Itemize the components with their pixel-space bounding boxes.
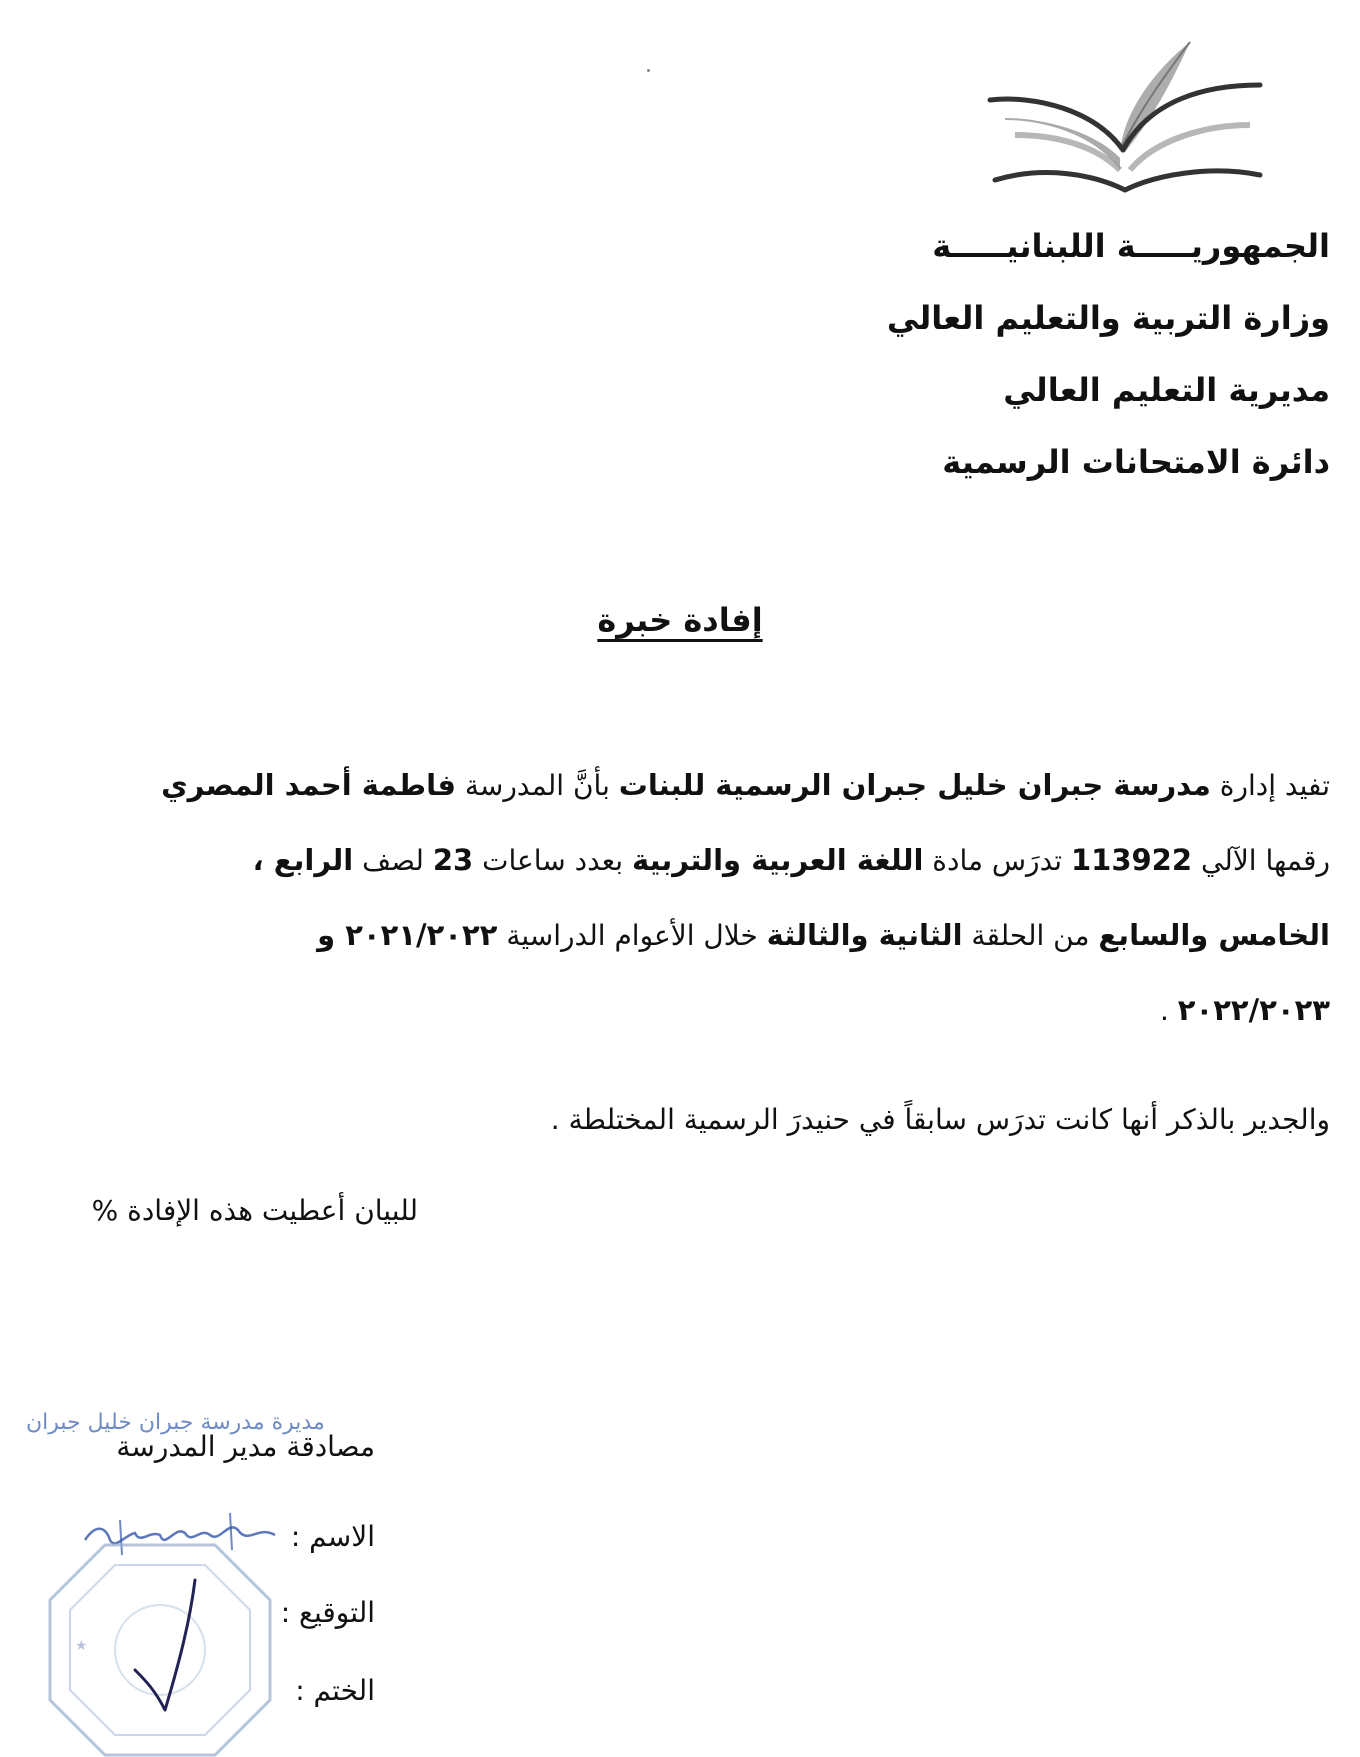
ministry-logo-icon <box>985 40 1265 205</box>
letterhead-directorate: مديرية التعليم العالي <box>1003 371 1330 409</box>
letterhead-department: دائرة الامتحانات الرسمية <box>942 443 1330 481</box>
seal-label: الختم : <box>295 1674 375 1707</box>
text-run: ، <box>252 843 274 877</box>
cycle-names: الثانية والثالثة <box>766 918 963 952</box>
school-name: مدرسة جبران خليل جبران الرسمية للبنات <box>618 768 1211 802</box>
name-label: الاسم : <box>290 1520 375 1553</box>
text-run: تدرَس مادة <box>923 844 1071 877</box>
employee-number: 113922 <box>1070 843 1193 877</box>
grade-names: الخامس والسابع <box>1098 918 1330 952</box>
document-title <box>0 598 1360 642</box>
text-run: خلال الأعوام الدراسية <box>497 919 767 952</box>
document-title-text: إفادة خبرة <box>597 601 763 639</box>
signature-label: التوقيع : <box>280 1596 375 1629</box>
academic-years: ٢٠٢٢/٢٠٢٣ <box>1177 993 1330 1027</box>
school-stamp-text: مديرة مدرسة جبران خليل جبران <box>26 1410 325 1435</box>
text-run: . <box>1159 994 1178 1027</box>
letterhead-republic: الجمهوريـــــة اللبنانيـــــة <box>932 227 1330 265</box>
previous-employment-note: والجدير بالذكر أنها كانت تدرَس سابقاً في حنيدرَ الرسمية المختلطة . <box>550 1103 1330 1136</box>
text-run: لصف <box>353 844 433 877</box>
paragraph-line-1 <box>90 748 1330 823</box>
official-seal-stamp <box>45 1540 275 1757</box>
text-run: من الحلقة <box>962 919 1099 952</box>
text-run: بأنَّ المدرسة <box>456 769 619 802</box>
hours-count: 23 <box>432 843 474 877</box>
academic-years: ٢٠٢١/٢٠٢٢ و <box>317 918 498 952</box>
letterhead <box>770 210 1330 498</box>
svg-text:★: ★ <box>75 1638 88 1654</box>
paragraph-line-4 <box>90 973 1330 1048</box>
subject-name: اللغة العربية والتربية <box>631 843 924 877</box>
text-run: تفيد إدارة <box>1210 769 1330 802</box>
text-run: بعدد ساعات <box>473 844 632 877</box>
approval-label: مصادقة مدير المدرسة <box>116 1430 375 1463</box>
grade-name: الرابع <box>273 843 354 877</box>
scan-speck <box>647 69 650 72</box>
closing-statement: للبيان أعطيت هذه الإفادة % <box>91 1194 418 1227</box>
paragraph-line-3 <box>90 898 1330 973</box>
paragraph-line-2 <box>90 823 1330 898</box>
letterhead-ministry: وزارة التربية والتعليم العالي <box>886 299 1330 337</box>
certificate-paragraph <box>90 748 1330 1048</box>
teacher-name: فاطمة أحمد المصري <box>161 768 456 802</box>
text-run: رقمها الآلي <box>1192 844 1330 877</box>
